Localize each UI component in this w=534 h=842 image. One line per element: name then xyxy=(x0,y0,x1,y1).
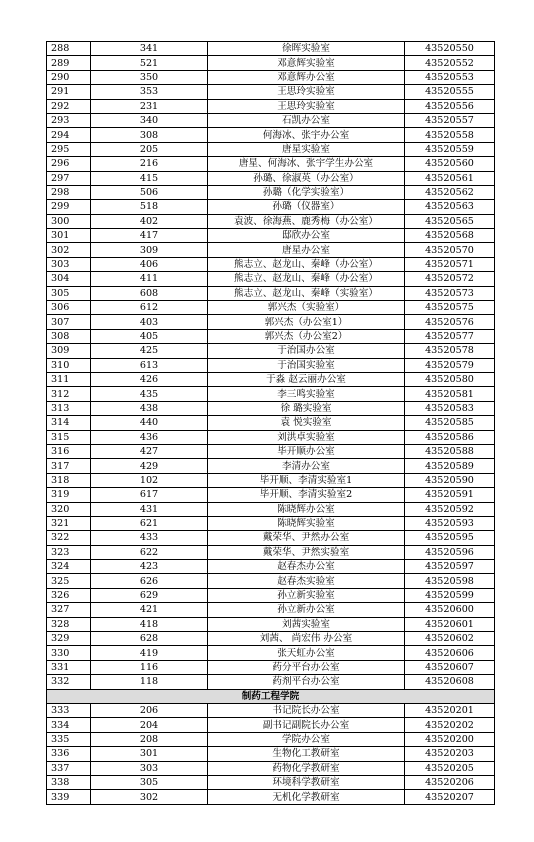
office-name: 徐 璐实验室 xyxy=(208,401,405,415)
table-row xyxy=(47,128,495,142)
table-row xyxy=(47,257,495,271)
row-number: 330 xyxy=(47,646,91,660)
row-number: 301 xyxy=(47,229,91,243)
office-name: 陈晓辉实验室 xyxy=(208,516,405,530)
row-number: 322 xyxy=(47,531,91,545)
phone-number: 43520598 xyxy=(405,574,495,588)
table-row xyxy=(47,358,495,372)
row-number: 334 xyxy=(47,718,91,732)
phone-number: 43520592 xyxy=(405,502,495,516)
table-row xyxy=(47,344,495,358)
table-row xyxy=(47,646,495,660)
office-name: 书记院长办公室 xyxy=(208,703,405,717)
table-row xyxy=(47,488,495,502)
row-number: 298 xyxy=(47,185,91,199)
row-number: 318 xyxy=(47,473,91,487)
table-row xyxy=(47,718,495,732)
phone-number: 43520577 xyxy=(405,329,495,343)
office-name: 熊志立、赵龙山、秦峰（办公室） xyxy=(208,272,405,286)
room-number: 301 xyxy=(91,747,208,761)
office-name: 生物化工教研室 xyxy=(208,747,405,761)
table-row xyxy=(47,157,495,171)
phone-number: 43520576 xyxy=(405,315,495,329)
table-row xyxy=(47,660,495,674)
room-number: 102 xyxy=(91,473,208,487)
table-row xyxy=(47,401,495,415)
room-number: 309 xyxy=(91,243,208,257)
table-row xyxy=(47,272,495,286)
room-number: 305 xyxy=(91,775,208,789)
phone-directory-table xyxy=(46,41,495,805)
office-name: 石凯办公室 xyxy=(208,113,405,127)
phone-number: 43520200 xyxy=(405,732,495,746)
room-number: 303 xyxy=(91,761,208,775)
office-name: 陈晓辉办公室 xyxy=(208,502,405,516)
phone-number: 43520561 xyxy=(405,171,495,185)
phone-number: 43520596 xyxy=(405,545,495,559)
row-number: 319 xyxy=(47,488,91,502)
phone-number: 43520583 xyxy=(405,401,495,415)
row-number: 291 xyxy=(47,85,91,99)
office-name: 无机化学教研室 xyxy=(208,790,405,804)
phone-number: 43520599 xyxy=(405,588,495,602)
table-row xyxy=(47,617,495,631)
office-name: 郭兴杰（实验室） xyxy=(208,301,405,315)
phone-number: 43520579 xyxy=(405,358,495,372)
room-number: 626 xyxy=(91,574,208,588)
table-row xyxy=(47,502,495,516)
phone-number: 43520585 xyxy=(405,416,495,430)
table-row xyxy=(47,588,495,602)
office-name: 何海冰、张宇办公室 xyxy=(208,128,405,142)
phone-number: 43520597 xyxy=(405,560,495,574)
phone-number: 43520580 xyxy=(405,372,495,386)
office-name: 于治国办公室 xyxy=(208,344,405,358)
table-row xyxy=(47,315,495,329)
office-name: 唐星、何海冰、张宇学生办公室 xyxy=(208,157,405,171)
office-name: 药物化学教研室 xyxy=(208,761,405,775)
office-name: 刘茜、 尚宏伟 办公室 xyxy=(208,632,405,646)
room-number: 340 xyxy=(91,113,208,127)
room-number: 353 xyxy=(91,85,208,99)
room-number: 621 xyxy=(91,516,208,530)
room-number: 426 xyxy=(91,372,208,386)
room-number: 433 xyxy=(91,531,208,545)
phone-number: 43520602 xyxy=(405,632,495,646)
table-row xyxy=(47,70,495,84)
phone-number: 43520552 xyxy=(405,56,495,70)
table-row xyxy=(47,85,495,99)
phone-number: 43520206 xyxy=(405,775,495,789)
office-name: 药分平台办公室 xyxy=(208,660,405,674)
room-number: 402 xyxy=(91,214,208,228)
table-row xyxy=(47,286,495,300)
room-number: 427 xyxy=(91,444,208,458)
table-row xyxy=(47,603,495,617)
row-number: 337 xyxy=(47,761,91,775)
table-row xyxy=(47,113,495,127)
phone-number: 43520555 xyxy=(405,85,495,99)
office-name: 李清办公室 xyxy=(208,459,405,473)
room-number: 419 xyxy=(91,646,208,660)
office-name: 副书记副院长办公室 xyxy=(208,718,405,732)
row-number: 339 xyxy=(47,790,91,804)
phone-number: 43520558 xyxy=(405,128,495,142)
table-row xyxy=(47,142,495,156)
phone-number: 43520571 xyxy=(405,257,495,271)
phone-number: 43520568 xyxy=(405,229,495,243)
room-number: 406 xyxy=(91,257,208,271)
room-number: 440 xyxy=(91,416,208,430)
table-row xyxy=(47,790,495,804)
table-row xyxy=(47,444,495,458)
room-number: 405 xyxy=(91,329,208,343)
office-name: 于治国实验室 xyxy=(208,358,405,372)
directory-rows xyxy=(47,42,495,805)
office-name: 袁 悦实验室 xyxy=(208,416,405,430)
row-number: 324 xyxy=(47,560,91,574)
room-number: 415 xyxy=(91,171,208,185)
table-row xyxy=(47,516,495,530)
row-number: 303 xyxy=(47,257,91,271)
row-number: 329 xyxy=(47,632,91,646)
phone-number: 43520600 xyxy=(405,603,495,617)
room-number: 435 xyxy=(91,387,208,401)
phone-number: 43520590 xyxy=(405,473,495,487)
office-name: 唐星办公室 xyxy=(208,243,405,257)
room-number: 521 xyxy=(91,56,208,70)
row-number: 300 xyxy=(47,214,91,228)
office-name: 郭兴杰（办公室1） xyxy=(208,315,405,329)
table-row xyxy=(47,301,495,315)
row-number: 288 xyxy=(47,42,91,56)
row-number: 306 xyxy=(47,301,91,315)
office-name: 学院办公室 xyxy=(208,732,405,746)
room-number: 612 xyxy=(91,301,208,315)
office-name: 李三鸣实验室 xyxy=(208,387,405,401)
room-number: 208 xyxy=(91,732,208,746)
row-number: 327 xyxy=(47,603,91,617)
room-number: 418 xyxy=(91,617,208,631)
room-number: 423 xyxy=(91,560,208,574)
room-number: 622 xyxy=(91,545,208,559)
office-name: 孙璐（化学实验室） xyxy=(208,185,405,199)
phone-number: 43520581 xyxy=(405,387,495,401)
room-number: 613 xyxy=(91,358,208,372)
row-number: 297 xyxy=(47,171,91,185)
phone-number: 43520203 xyxy=(405,747,495,761)
room-number: 628 xyxy=(91,632,208,646)
office-name: 赵春杰办公室 xyxy=(208,560,405,574)
section-header-row xyxy=(47,689,495,703)
table-row xyxy=(47,214,495,228)
table-row xyxy=(47,545,495,559)
table-row xyxy=(47,185,495,199)
row-number: 336 xyxy=(47,747,91,761)
table-row xyxy=(47,531,495,545)
phone-number: 43520570 xyxy=(405,243,495,257)
office-name: 环境科学教研室 xyxy=(208,775,405,789)
row-number: 307 xyxy=(47,315,91,329)
phone-number: 43520573 xyxy=(405,286,495,300)
table-row xyxy=(47,747,495,761)
table-row xyxy=(47,229,495,243)
table-row xyxy=(47,675,495,689)
office-name: 邓意辉办公室 xyxy=(208,70,405,84)
phone-number: 43520550 xyxy=(405,42,495,56)
room-number: 617 xyxy=(91,488,208,502)
office-name: 赵春杰实验室 xyxy=(208,574,405,588)
phone-number: 43520201 xyxy=(405,703,495,717)
room-number: 629 xyxy=(91,588,208,602)
row-number: 294 xyxy=(47,128,91,142)
office-name: 张天虹办公室 xyxy=(208,646,405,660)
row-number: 290 xyxy=(47,70,91,84)
table-row xyxy=(47,171,495,185)
row-number: 316 xyxy=(47,444,91,458)
section-title: 制药工程学院 xyxy=(47,689,495,703)
row-number: 305 xyxy=(47,286,91,300)
row-number: 311 xyxy=(47,372,91,386)
phone-number: 43520588 xyxy=(405,444,495,458)
row-number: 292 xyxy=(47,99,91,113)
row-number: 296 xyxy=(47,157,91,171)
table-row xyxy=(47,761,495,775)
row-number: 314 xyxy=(47,416,91,430)
table-row xyxy=(47,473,495,487)
table-row xyxy=(47,387,495,401)
phone-number: 43520606 xyxy=(405,646,495,660)
row-number: 321 xyxy=(47,516,91,530)
phone-number: 43520607 xyxy=(405,660,495,674)
office-name: 唐星实验室 xyxy=(208,142,405,156)
table-row xyxy=(47,243,495,257)
table-row xyxy=(47,430,495,444)
table-row xyxy=(47,560,495,574)
office-name: 邸欣办公室 xyxy=(208,229,405,243)
office-name: 孙立新办公室 xyxy=(208,603,405,617)
room-number: 231 xyxy=(91,99,208,113)
room-number: 403 xyxy=(91,315,208,329)
room-number: 204 xyxy=(91,718,208,732)
row-number: 323 xyxy=(47,545,91,559)
room-number: 506 xyxy=(91,185,208,199)
table-row xyxy=(47,372,495,386)
row-number: 299 xyxy=(47,200,91,214)
phone-number: 43520572 xyxy=(405,272,495,286)
room-number: 116 xyxy=(91,660,208,674)
office-name: 王思玲实验室 xyxy=(208,85,405,99)
row-number: 304 xyxy=(47,272,91,286)
office-name: 戴荣华、尹然办公室 xyxy=(208,531,405,545)
row-number: 293 xyxy=(47,113,91,127)
office-name: 刘茜实验室 xyxy=(208,617,405,631)
table-row xyxy=(47,459,495,473)
table-row xyxy=(47,775,495,789)
office-name: 孙璐（仪器室） xyxy=(208,200,405,214)
office-name: 毕开顺办公室 xyxy=(208,444,405,458)
office-name: 孙立新实验室 xyxy=(208,588,405,602)
row-number: 302 xyxy=(47,243,91,257)
phone-number: 43520589 xyxy=(405,459,495,473)
table-row xyxy=(47,416,495,430)
phone-number: 43520556 xyxy=(405,99,495,113)
room-number: 417 xyxy=(91,229,208,243)
room-number: 431 xyxy=(91,502,208,516)
row-number: 317 xyxy=(47,459,91,473)
office-name: 毕开顺、李清实验室2 xyxy=(208,488,405,502)
phone-number: 43520578 xyxy=(405,344,495,358)
phone-number: 43520586 xyxy=(405,430,495,444)
office-name: 王思玲实验室 xyxy=(208,99,405,113)
phone-number: 43520563 xyxy=(405,200,495,214)
row-number: 333 xyxy=(47,703,91,717)
phone-number: 43520553 xyxy=(405,70,495,84)
row-number: 308 xyxy=(47,329,91,343)
row-number: 320 xyxy=(47,502,91,516)
phone-number: 43520202 xyxy=(405,718,495,732)
table-row xyxy=(47,200,495,214)
row-number: 313 xyxy=(47,401,91,415)
row-number: 332 xyxy=(47,675,91,689)
room-number: 608 xyxy=(91,286,208,300)
phone-number: 43520575 xyxy=(405,301,495,315)
row-number: 295 xyxy=(47,142,91,156)
row-number: 310 xyxy=(47,358,91,372)
table-row xyxy=(47,574,495,588)
office-name: 刘洪卓实验室 xyxy=(208,430,405,444)
table-row xyxy=(47,732,495,746)
row-number: 309 xyxy=(47,344,91,358)
table-row xyxy=(47,42,495,56)
phone-number: 43520559 xyxy=(405,142,495,156)
room-number: 421 xyxy=(91,603,208,617)
room-number: 438 xyxy=(91,401,208,415)
office-name: 熊志立、赵龙山、秦峰（办公室） xyxy=(208,257,405,271)
phone-number: 43520560 xyxy=(405,157,495,171)
row-number: 335 xyxy=(47,732,91,746)
table-row xyxy=(47,703,495,717)
row-number: 315 xyxy=(47,430,91,444)
room-number: 436 xyxy=(91,430,208,444)
row-number: 328 xyxy=(47,617,91,631)
office-name: 于淼 赵云丽办公室 xyxy=(208,372,405,386)
phone-number: 43520591 xyxy=(405,488,495,502)
office-name: 郭兴杰（办公室2） xyxy=(208,329,405,343)
office-name: 毕开顺、李清实验室1 xyxy=(208,473,405,487)
table-row xyxy=(47,329,495,343)
room-number: 518 xyxy=(91,200,208,214)
room-number: 206 xyxy=(91,703,208,717)
phone-number: 43520557 xyxy=(405,113,495,127)
office-name: 药剂平台办公室 xyxy=(208,675,405,689)
room-number: 411 xyxy=(91,272,208,286)
phone-number: 43520565 xyxy=(405,214,495,228)
row-number: 338 xyxy=(47,775,91,789)
row-number: 331 xyxy=(47,660,91,674)
row-number: 325 xyxy=(47,574,91,588)
room-number: 302 xyxy=(91,790,208,804)
room-number: 205 xyxy=(91,142,208,156)
room-number: 429 xyxy=(91,459,208,473)
room-number: 308 xyxy=(91,128,208,142)
room-number: 341 xyxy=(91,42,208,56)
row-number: 289 xyxy=(47,56,91,70)
phone-number: 43520205 xyxy=(405,761,495,775)
table-row xyxy=(47,632,495,646)
table-row xyxy=(47,99,495,113)
room-number: 118 xyxy=(91,675,208,689)
table-row xyxy=(47,56,495,70)
phone-number: 43520601 xyxy=(405,617,495,631)
room-number: 425 xyxy=(91,344,208,358)
phone-number: 43520593 xyxy=(405,516,495,530)
phone-number: 43520595 xyxy=(405,531,495,545)
row-number: 312 xyxy=(47,387,91,401)
office-name: 袁波、徐海燕、鹿秀梅（办公室） xyxy=(208,214,405,228)
office-name: 戴荣华、尹然实验室 xyxy=(208,545,405,559)
office-name: 孙璐、徐淑英（办公室） xyxy=(208,171,405,185)
office-name: 邓意辉实验室 xyxy=(208,56,405,70)
office-name: 熊志立、赵龙山、秦峰（实验室） xyxy=(208,286,405,300)
phone-number: 43520207 xyxy=(405,790,495,804)
phone-number: 43520562 xyxy=(405,185,495,199)
room-number: 350 xyxy=(91,70,208,84)
row-number: 326 xyxy=(47,588,91,602)
phone-number: 43520608 xyxy=(405,675,495,689)
office-name: 徐晖实验室 xyxy=(208,42,405,56)
room-number: 216 xyxy=(91,157,208,171)
